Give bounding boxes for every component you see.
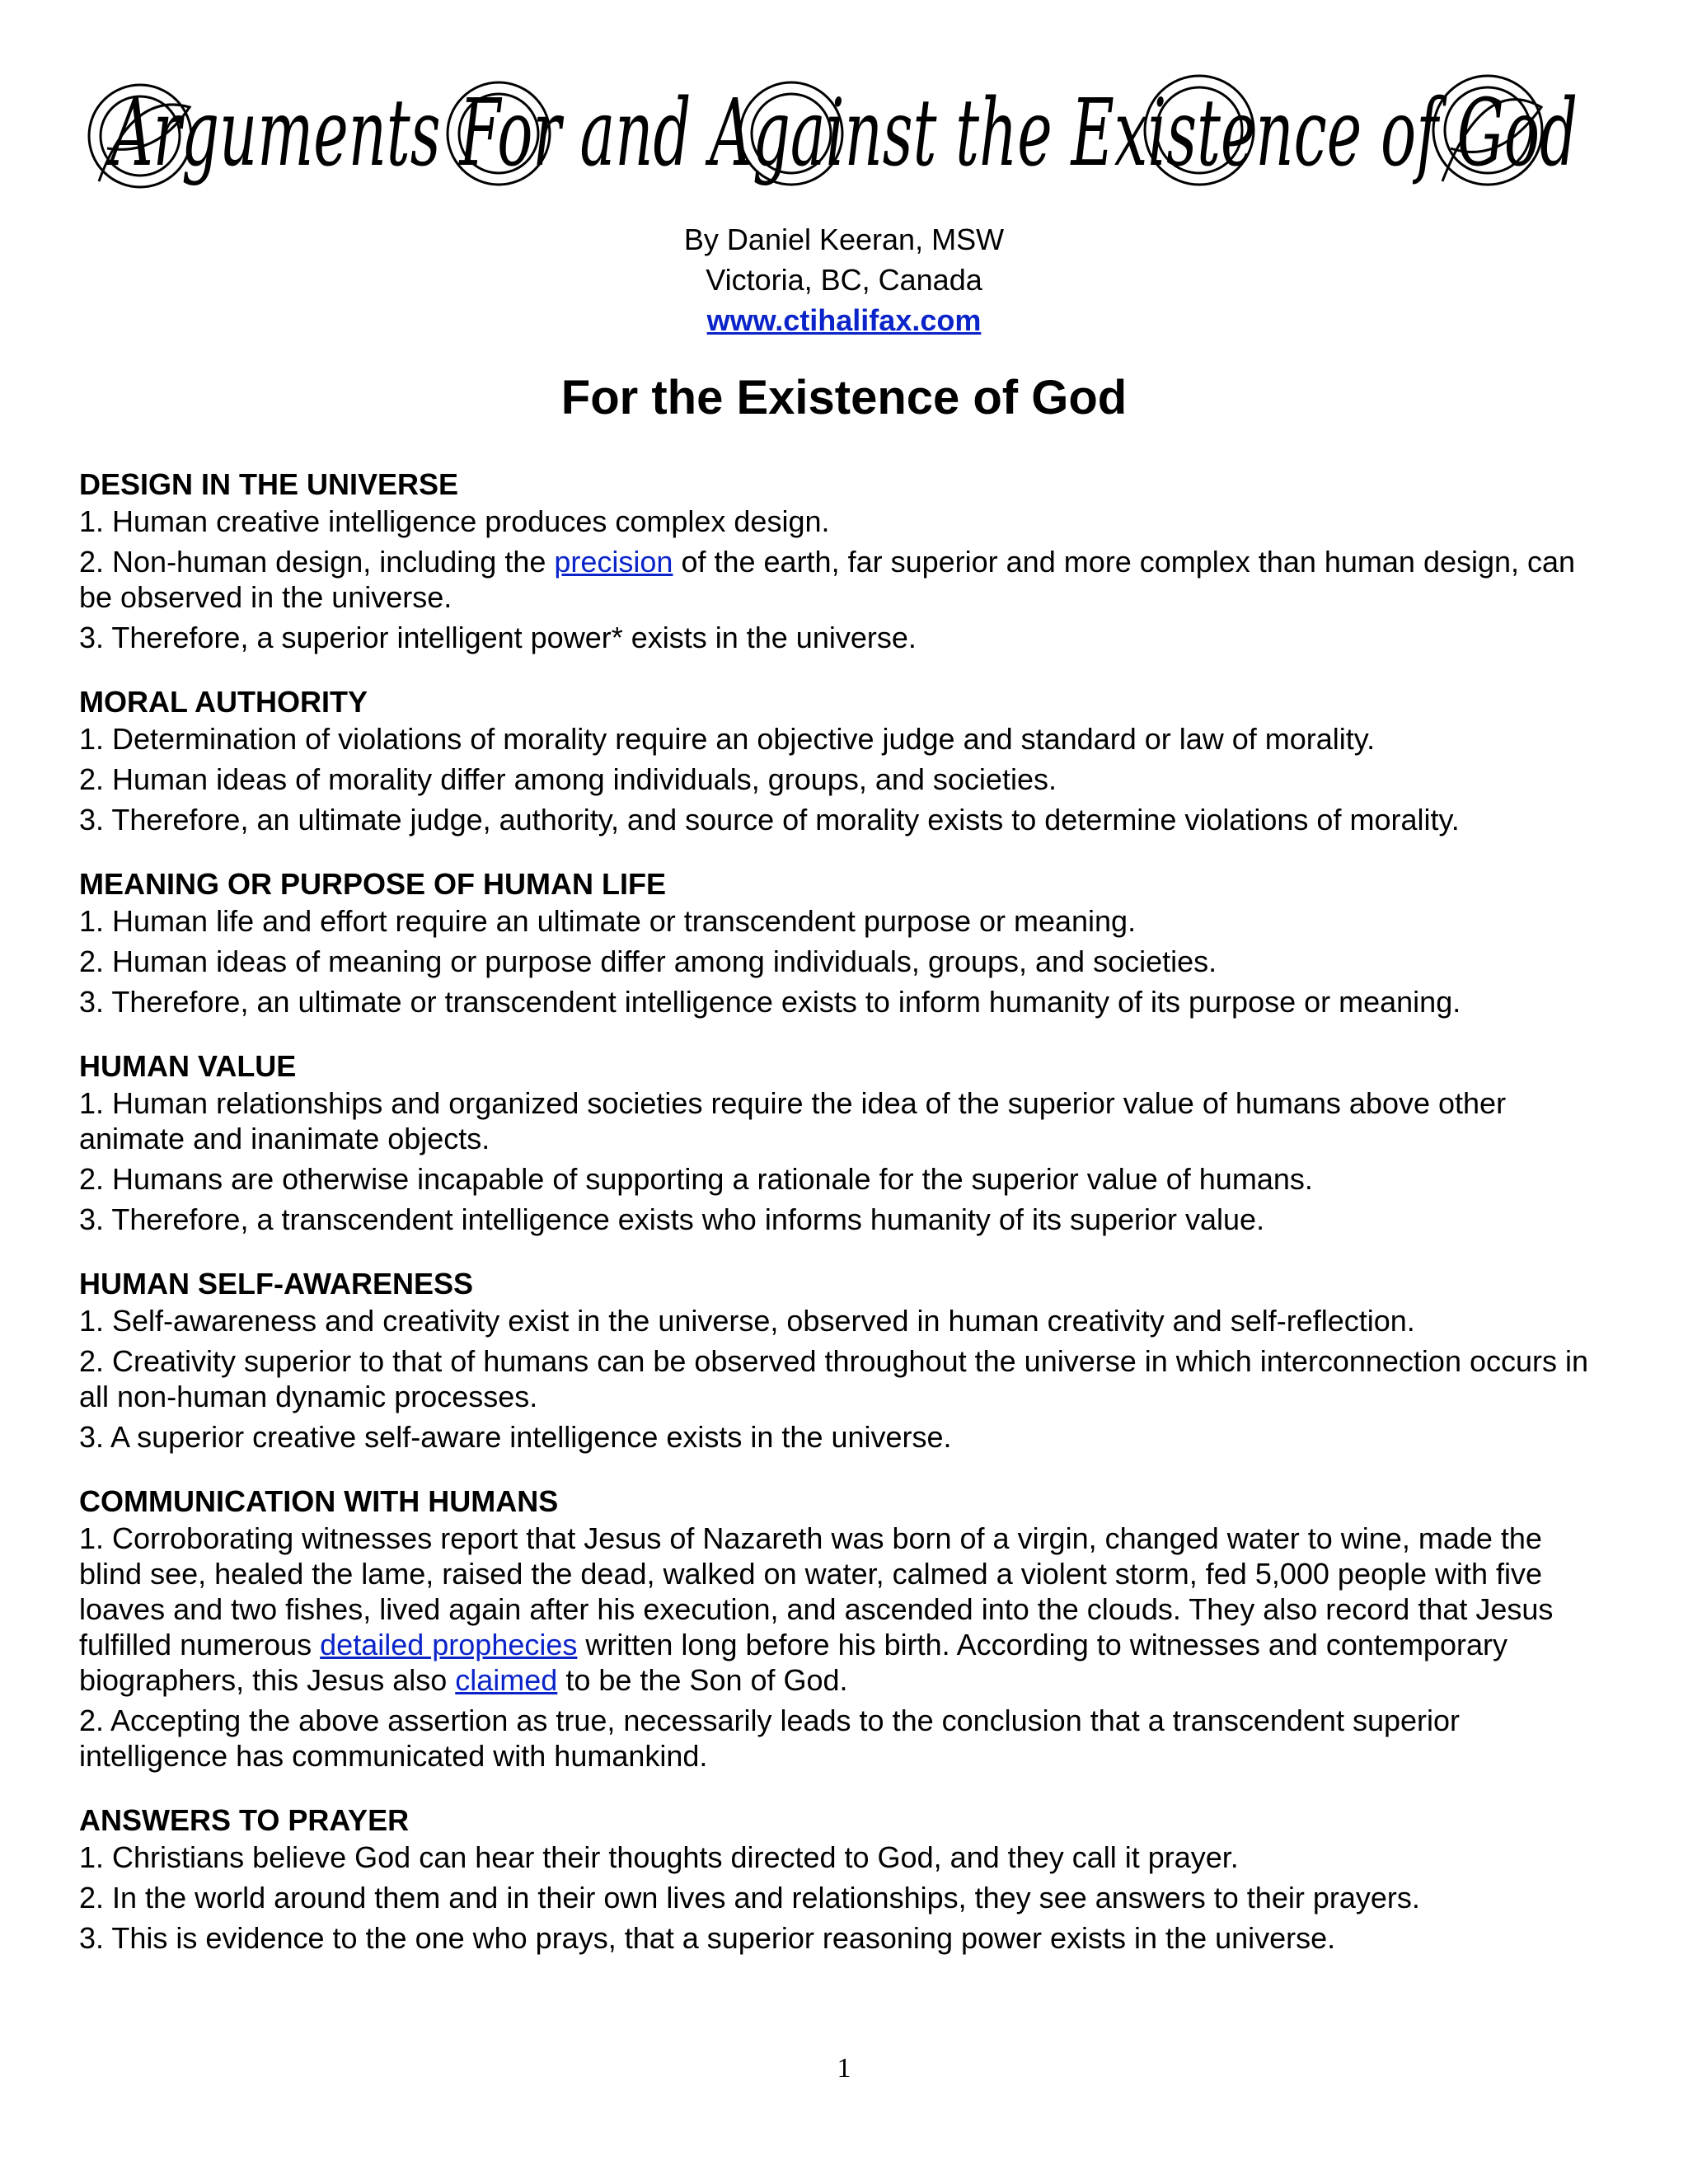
- argument-item: [79, 1521, 1612, 1698]
- section-heading: DESIGN IN THE UNIVERSE: [79, 467, 459, 501]
- author-line: By Daniel Keeran, MSW: [683, 223, 1005, 256]
- argument-item: 1. Human creative intelligence produces complex design.: [79, 504, 830, 538]
- argument-item: 3. Therefore, an ultimate judge, authority, and source of morality exists to determine violations of morality.: [79, 803, 1460, 837]
- byline: [0, 219, 1688, 340]
- argument-item: [79, 544, 1612, 615]
- argument-text: 1. Corroborating witnesses report that Jesus of Nazareth was born of a virgin, changed water to wine, made the blind see, healed the lame, raised the dead, walked on water, calmed a violent storm, fed 5,000 people with five loaves and two fishes, lived again after his execution, and ascended into the clouds. They also record that Jesus fulfilled numerous: [79, 1521, 1554, 1661]
- website-link[interactable]: www.ctihalifax.com: [706, 303, 982, 337]
- argument-item: 1. Human relationships and organized societies require the idea of the superior value of humans above other animate and inanimate objects.: [79, 1086, 1507, 1155]
- argument-item: 3. A superior creative self-aware intelligence exists in the universe.: [79, 1420, 952, 1454]
- argument-item: 1. Determination of violations of morality require an objective judge and standard or law of morality.: [79, 722, 1376, 756]
- argument-text: written long before his birth. According to witnesses and contemporary biographers, this Jesus also: [79, 1628, 1507, 1697]
- argument-item: 3. Therefore, an ultimate or transcendent intelligence exists to inform humanity of its purpose or meaning.: [79, 985, 1461, 1019]
- section-moral: [79, 683, 1612, 837]
- section-heading: MORAL AUTHORITY: [79, 685, 368, 719]
- section-design: [79, 466, 1612, 655]
- argument-item: 2. Accepting the above assertion as true, necessarily leads to the conclusion that a transcendent superior intelligence has communicated with humankind.: [79, 1704, 1461, 1773]
- argument-item: 2. Humans are otherwise incapable of supporting a rationale for the superior value of humans.: [79, 1162, 1313, 1196]
- banner-title-text: Arguments For and Against the Existence of God: [106, 80, 1578, 187]
- section-heading: HUMAN VALUE: [79, 1049, 297, 1083]
- location-line: Victoria, BC, Canada: [706, 263, 982, 297]
- argument-text: 2. Non-human design, including the: [79, 545, 555, 579]
- argument-item: 3. This is evidence to the one who prays, that a superior reasoning power exists in the universe.: [79, 1921, 1336, 1955]
- section-heading: MEANING OR PURPOSE OF HUMAN LIFE: [79, 867, 667, 901]
- section-heading: ANSWERS TO PRAYER: [79, 1803, 410, 1837]
- argument-item: 1. Christians believe God can hear their thoughts directed to God, and they call it prayer.: [79, 1840, 1239, 1874]
- section-meaning: [79, 865, 1612, 1019]
- argument-item: 3. Therefore, a transcendent intelligence exists who informs humanity of its superior value.: [79, 1202, 1265, 1236]
- argument-text: of the earth, far superior and more complex than human design, can be observed in the universe.: [79, 545, 1576, 614]
- section-heading: COMMUNICATION WITH HUMANS: [79, 1484, 559, 1518]
- argument-item: 1. Human life and effort require an ultimate or transcendent purpose or meaning.: [79, 904, 1137, 938]
- argument-text: to be the Son of God.: [557, 1663, 848, 1697]
- decorative-title-banner: [82, 58, 1606, 206]
- banner-lettering: [82, 58, 1606, 206]
- section-prayer: [79, 1802, 1612, 1956]
- argument-item: 3. Therefore, a superior intelligent power* exists in the universe.: [79, 621, 917, 654]
- argument-item: 2. Human ideas of meaning or purpose differ among individuals, groups, and societies.: [79, 944, 1217, 978]
- main-title: For the Existence of God: [560, 371, 1128, 424]
- section-value: [79, 1047, 1612, 1237]
- precision-link[interactable]: precision: [554, 545, 673, 579]
- detailed-prophecies-link[interactable]: detailed prophecies: [320, 1628, 578, 1661]
- section-communication: [79, 1483, 1612, 1774]
- section-awareness: [79, 1265, 1612, 1455]
- argument-item: 2. Human ideas of morality differ among individuals, groups, and societies.: [79, 762, 1057, 796]
- argument-item: 1. Self-awareness and creativity exist in the universe, observed in human creativity and self-reflection.: [79, 1304, 1415, 1338]
- argument-item: 2. Creativity superior to that of humans can be observed throughout the universe in which interconnection occurs in all non-human dynamic processes.: [79, 1344, 1589, 1413]
- arguments-content: [79, 466, 1612, 1984]
- section-heading: HUMAN SELF-AWARENESS: [79, 1267, 474, 1301]
- page-number: 1: [837, 2053, 851, 2083]
- claimed-link[interactable]: claimed: [455, 1663, 558, 1697]
- argument-item: 2. In the world around them and in their own lives and relationships, they see answers to their prayers.: [79, 1881, 1420, 1915]
